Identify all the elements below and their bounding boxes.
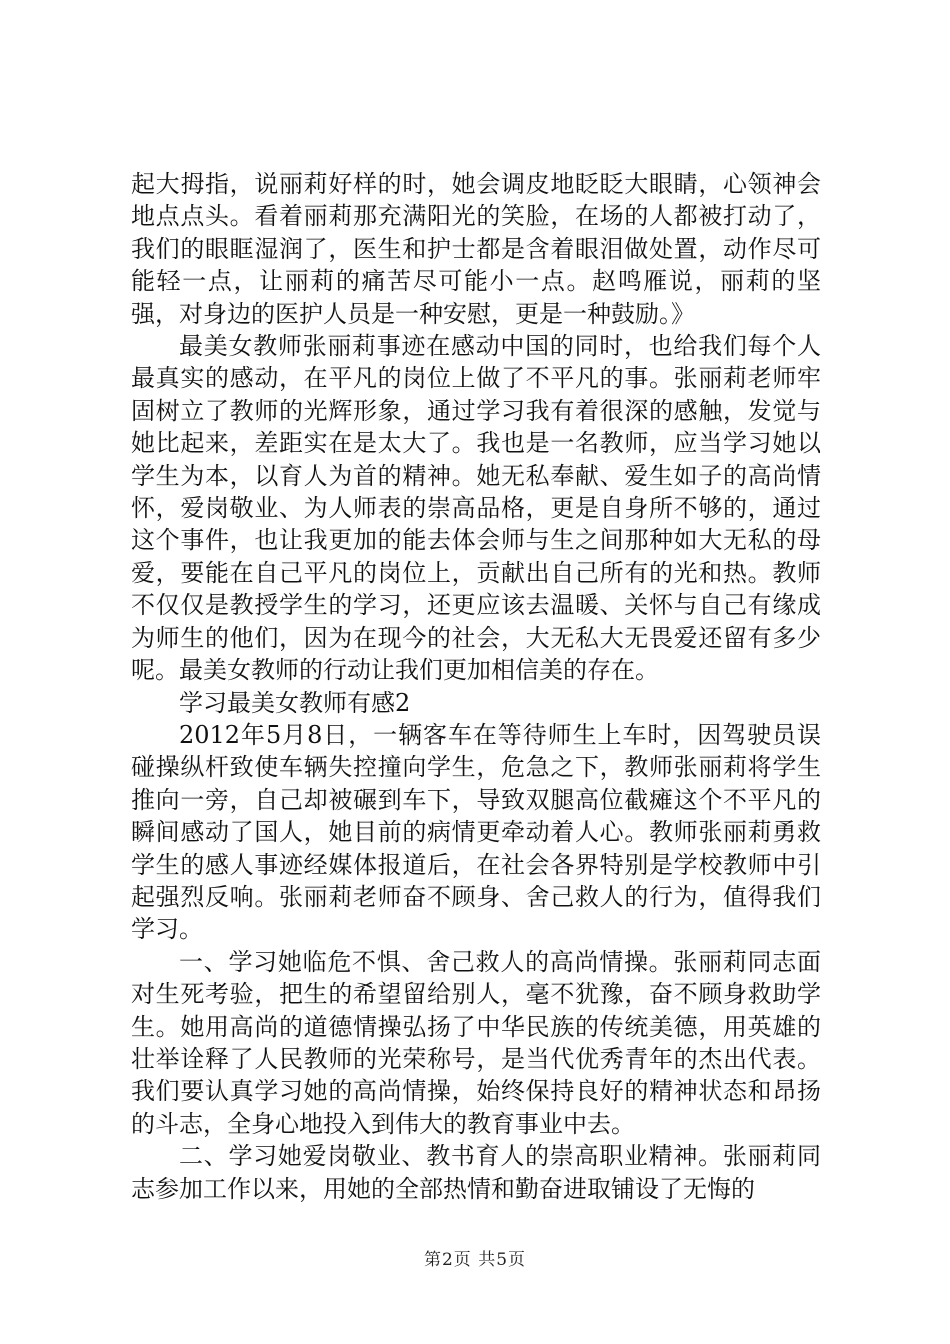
paragraph-event: 2012年5月8日，一辆客车在等待师生上车时，因驾驶员误碰操纵杆致使车辆失控撞向学生，危急之下，教师张丽莉将学生推向一旁，自己却被碾到车下，导致双腿高位截瘫这个不平凡的瞬间感动了国人，她目前的病情更牵动着人心。教师张丽莉勇救学生的感人事迹经媒体报道后，在社会各界特别是学校教师中引起强烈反响。张丽莉老师奋不顾身、舍己救人的行为，值得我们学习。: [131, 720, 821, 944]
page-number-footer: 第2页 共5页: [423, 1250, 527, 1270]
paragraph-continuation: 起大拇指，说丽莉好样的时，她会调皮地眨眨大眼睛，心领神会地点点头。看着丽莉那充满阳光的笑脸，在场的人都被打动了，我们的眼眶湿润了，医生和护士都是含着眼泪做处置，动作尽可能轻一点，让丽莉的痛苦尽可能小一点。赵鸣雁说，丽莉的坚强，对身边的医护人员是一种安慰，更是一种鼓励。》: [131, 170, 821, 328]
paragraph-point-two: 二、学习她爱岗敬业、教书育人的崇高职业精神。张丽莉同志参加工作以来，用她的全部热情和勤奋进取铺设了无悔的: [131, 1142, 821, 1203]
document-body: [131, 168, 821, 1205]
paragraph-point-one: 一、学习她临危不惧、舍己救人的高尚情操。张丽莉同志面对生死考验，把生的希望留给别人，毫不犹豫，奋不顾身救助学生。她用高尚的道德情操弘扬了中华民族的传统美德，用英雄的壮举诠释了人民教师的光荣称号，是当代优秀青年的杰出代表。我们要认真学习她的高尚情操，始终保持良好的精神状态和昂扬的斗志，全身心地投入到伟大的教育事业中去。: [131, 947, 821, 1138]
paragraph-reflection: 最美女教师张丽莉事迹在感动中国的同时，也给我们每个人最真实的感动，在平凡的岗位上做了不平凡的事。张丽莉老师牢固树立了教师的光辉形象，通过学习我有着很深的感触，发觉与她比起来，差距实在是太大了。我也是一名教师，应当学习她以学生为本，以育人为首的精神。她无私奉献、爱生如子的高尚情怀，爱岗敬业、为人师表的崇高品格，更是自身所不够的，通过这个事件，也让我更加的能去体会师与生之间那种如大无私的母爱，要能在自己平凡的岗位上，贡献出自己所有的光和热。教师不仅仅是教授学生的学习，还更应该去温暖、关怀与自己有缘成为师生的他们，因为在现今的社会，大无私大无畏爱还留有多少呢。最美女教师的行动让我们更加相信美的存在。: [131, 332, 821, 685]
section-heading: 学习最美女教师有感2: [179, 688, 411, 717]
